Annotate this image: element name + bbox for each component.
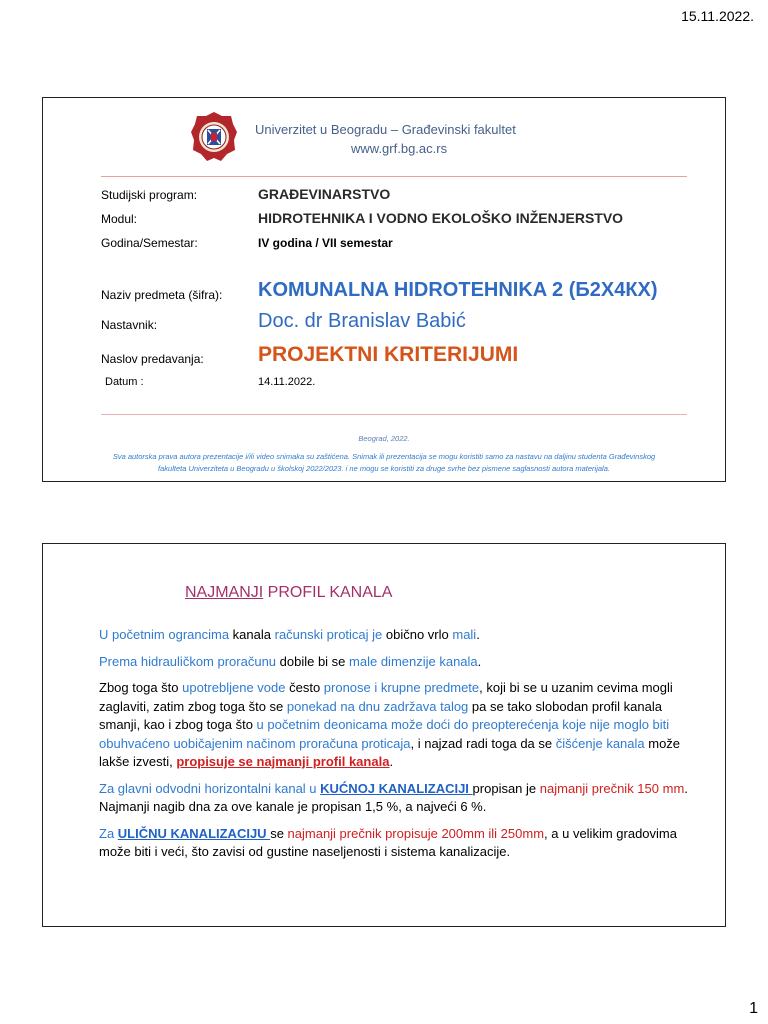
- p2-span: Prema hidrauličkom proračunu: [99, 653, 277, 669]
- p3-span: propisuje se najmanji profil kanala: [176, 754, 390, 769]
- university-seal-icon: [189, 110, 239, 164]
- p2-span: dobile bi se: [276, 653, 350, 669]
- p2-span: male dimenzije kanala: [349, 653, 478, 669]
- teacher-label: Nastavnik:: [101, 318, 158, 332]
- paragraph-4: [99, 780, 703, 817]
- p2-span: .: [477, 653, 482, 669]
- p5-span: , a u velikim gradovima može biti i veći, što zavisi od gustine naseljenosti i sistema kanalizacije.: [99, 825, 677, 859]
- p4-span: najmanji prečnik 150 mm: [539, 780, 685, 796]
- p1-span: mali: [452, 627, 477, 642]
- university-website: www.grf.bg.ac.rs: [351, 141, 448, 156]
- p3-span: često: [285, 680, 324, 695]
- university-name: Univerzitet u Beogradu – Građevinski fakultet: [255, 122, 516, 137]
- program-label: Studijski program:: [101, 188, 198, 202]
- p3-span: ponekad na dnu zadržava talog: [286, 698, 469, 714]
- year-label: Godina/Semestar:: [101, 236, 198, 250]
- p3-span: Zbog toga što: [99, 680, 183, 695]
- slide-title: [185, 584, 392, 602]
- footer-copyright: [73, 451, 695, 475]
- subject-value: KOMUNALNA HIDROTEHNIKA 2 (Б2Х4КХ): [258, 279, 658, 301]
- p3-span: pa se tako slobodan profil kanala smanji, kao i zbog toga što: [99, 698, 662, 732]
- subject-label: Naziv predmeta (šifra):: [101, 288, 223, 302]
- divider-top: [101, 176, 687, 177]
- p3-span: , i najzad radi toga da se: [410, 735, 556, 751]
- p3-span: čišćenje kanala: [555, 735, 645, 751]
- divider-bottom: [101, 414, 687, 415]
- slide-body: [99, 626, 703, 870]
- p5-span: Za: [99, 825, 118, 841]
- p4-span: Za glavni odvodni horizontalni kanal u: [99, 780, 321, 796]
- p5-span: se: [270, 825, 288, 841]
- program-value: GRAĐEVINARSTVO: [258, 186, 391, 202]
- teacher-value: Doc. dr Branislav Babić: [258, 310, 466, 332]
- university-header: [255, 122, 555, 156]
- date-label: Datum :: [105, 376, 144, 388]
- p1-span: obično vrlo: [382, 627, 453, 642]
- slide-title-rest: PROFIL KANALA: [263, 584, 393, 601]
- footer-city: Beograd, 2022.: [358, 434, 410, 443]
- date-value: 14.11.2022.: [258, 376, 316, 388]
- slide-title-keyword: NAJMANJI: [185, 584, 264, 601]
- paragraph-5: [99, 825, 703, 862]
- p1-span: računski proticaj je: [274, 627, 383, 642]
- module-label: Modul:: [101, 212, 138, 226]
- p3-span: pronose i krupne predmete: [323, 680, 480, 695]
- footer-copyright-line-2: fakulteta Univerziteta u Beogradu u školskoj 2022/2023. i ne mogu se koristiti za druge svrhe bez pismene saglasnosti autora materijala.: [158, 464, 610, 473]
- p1-span: .: [476, 627, 480, 642]
- p3-span: upotrebljene vode: [182, 680, 286, 695]
- p3-span: u početnim deonicama može doći do preopterećenja koje nije moglo biti obuhvaćeno uobičajenim načinom proračuna proticaja: [99, 717, 670, 751]
- p5-span: ULIČNU KANALIZACIJU: [117, 825, 271, 841]
- p4-span: . Najmanji nagib dna za ove kanale je propisan 1,5 %, a najveći 6 %.: [99, 780, 688, 814]
- p3-span: .: [389, 754, 394, 769]
- paragraph-2: [99, 653, 703, 672]
- p4-span: propisan je: [472, 780, 540, 796]
- lecture-value: PROJEKTNI KRITERIJUMI: [258, 343, 519, 366]
- p3-span: može lakše izvesti,: [99, 735, 681, 769]
- title-slide: [42, 97, 726, 482]
- module-value: HIDROTEHNIKA I VODNO EKOLOŠKO INŽENJERSTVO: [258, 210, 624, 226]
- year-value: IV godina / VII semestar: [258, 236, 393, 250]
- lecture-label: Naslov predavanja:: [101, 352, 204, 366]
- paragraph-3: [99, 679, 703, 772]
- footer-copyright-line-1: Sva autorska prava autora prezentacije i/ili video snimaka su zaštićena. Snimak ili prezentacija se mogu koristiti samo za nastavu na daljinu studenta Građevinskog: [112, 452, 656, 461]
- p1-span: U početnim ograncima: [99, 627, 230, 642]
- p3-span: , koji bi se u uzanim cevima mogli zaglaviti, zatim zbog toga što se: [99, 680, 673, 714]
- p5-span: najmanji prečnik propisuje 200mm ili 250mm: [287, 825, 545, 841]
- page-number: 1: [749, 1000, 758, 1017]
- header-date: 15.11.2022.: [681, 8, 754, 24]
- content-slide: [42, 543, 726, 927]
- paragraph-1: [99, 626, 703, 645]
- p1-span: kanala: [229, 627, 275, 642]
- p4-span: KUĆNOJ KANALIZACIJI: [320, 780, 473, 796]
